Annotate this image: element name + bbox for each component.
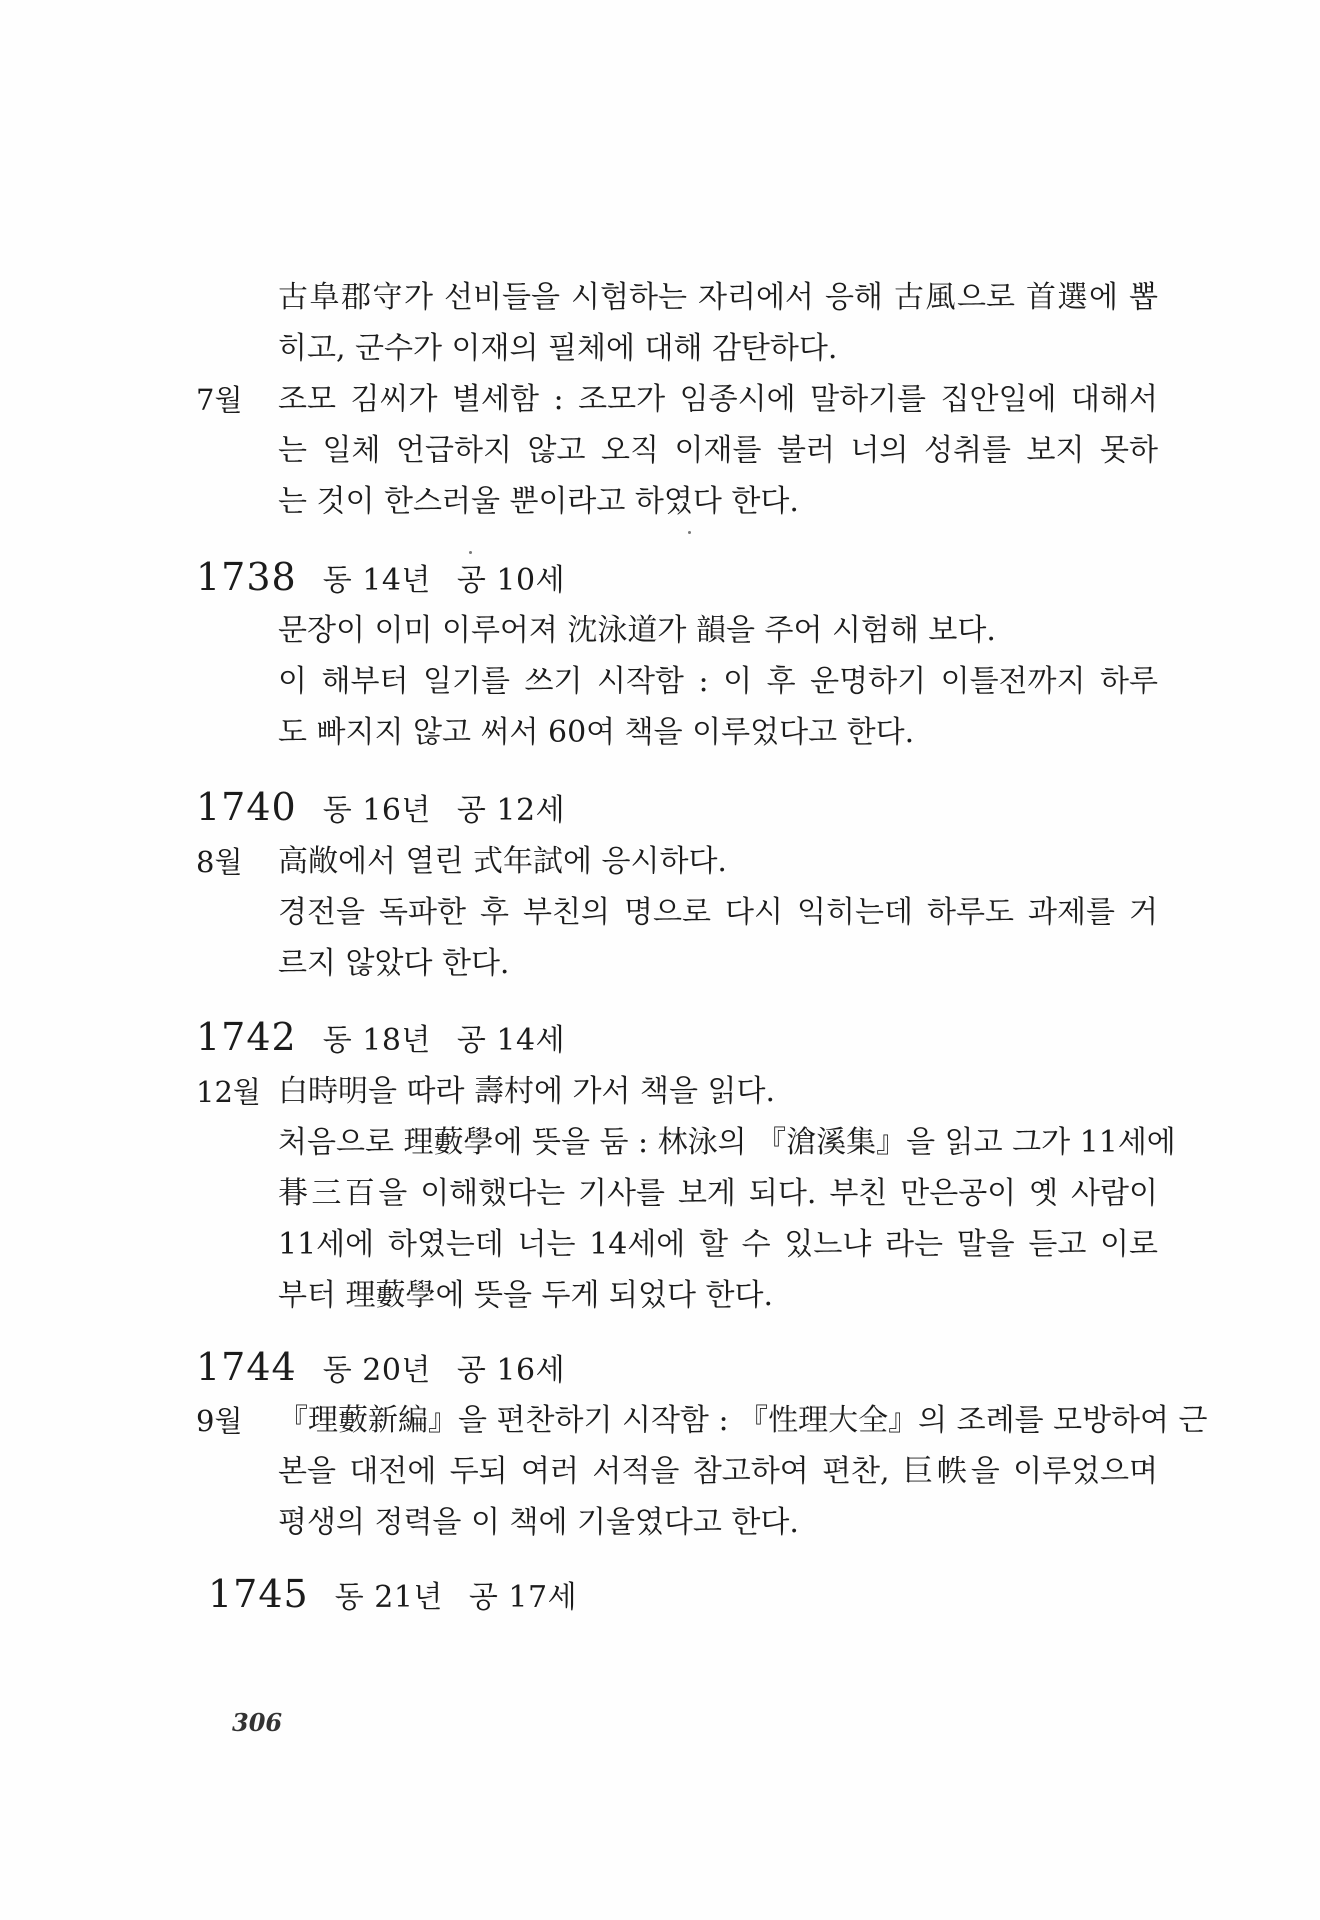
reign-year: 동 14년 (322, 563, 431, 598)
y1742-line-5: 부터 理藪學에 뜻을 두게 되었다 한다. (278, 1278, 773, 1313)
y1742-line-1: 白時明을 따라 壽村에 가서 책을 읽다. (278, 1074, 776, 1109)
age: 공 17세 (468, 1580, 578, 1615)
y1740-line-1: 高敞에서 열린 式年試에 응시하다. (278, 844, 727, 879)
y1740-line-3: 르지 않았다 한다. (278, 946, 510, 981)
m7-line-2: 는 일체 언급하지 않고 오직 이재를 불러 너의 성취를 보지 못하 (278, 433, 1158, 468)
intro-line-1: 古阜郡守가 선비들을 시험하는 자리에서 응해 古風으로 首選에 뽑 (278, 280, 1158, 315)
m7-line-3: 는 것이 한스러울 뿐이라고 하였다 한다. (278, 484, 799, 519)
y1738-line-1: 문장이 이미 이루어져 沈泳道가 韻을 주어 시험해 보다. (278, 613, 996, 648)
y1744-line-3: 평생의 정력을 이 책에 기울였다고 한다. (278, 1505, 799, 1540)
age: 공 10세 (456, 563, 566, 598)
reign-year: 동 16년 (322, 793, 431, 828)
y1742-line-4: 11세에 하였는데 너는 14세에 할 수 있느냐 라는 말을 듣고 이로 (278, 1227, 1158, 1262)
month-label-12: 12월 (196, 1075, 261, 1109)
reign-year: 동 18년 (322, 1023, 431, 1058)
intro-line-2: 히고, 군수가 이재의 필체에 대해 감탄하다. (278, 331, 838, 366)
age: 공 14세 (456, 1023, 566, 1058)
y1742-line-3: 朞三百을 이해했다는 기사를 보게 되다. 부친 만은공이 옛 사람이 (278, 1176, 1158, 1211)
month-label-8: 8월 (196, 845, 243, 879)
y1738-line-3: 도 빠지지 않고 써서 60여 책을 이루었다고 한다. (278, 715, 915, 750)
y1742-line-2: 처음으로 理藪學에 뜻을 둠 : 林泳의 『滄溪集』을 읽고 그가 11세에 (278, 1125, 1176, 1160)
y1738-line-2: 이 해부터 일기를 쓰기 시작함 : 이 후 운명하기 이틀전까지 하루 (278, 664, 1158, 699)
reign-year: 동 21년 (334, 1580, 443, 1615)
y1744-line-2: 본을 대전에 두되 여러 서적을 참고하여 편찬, 巨帙을 이루었으며 (278, 1454, 1158, 1489)
page-number: 306 (232, 1708, 283, 1737)
y1740-line-2: 경전을 독파한 후 부친의 명으로 다시 익히는데 하루도 과제를 거 (278, 895, 1158, 930)
year: 1744 (196, 1345, 297, 1389)
m7-line-1: 조모 김씨가 별세함 : 조모가 임종시에 말하기를 집안일에 대해서 (278, 382, 1158, 417)
reign-year: 동 20년 (322, 1353, 431, 1388)
year-heading-1742 (196, 1017, 565, 1061)
year-heading-1744 (196, 1347, 565, 1391)
year: 1740 (196, 785, 297, 829)
month-label-7: 7월 (196, 383, 243, 417)
age: 공 12세 (456, 793, 566, 828)
month-label-9: 9월 (196, 1404, 243, 1438)
year: 1738 (196, 555, 297, 599)
y1744-line-1: 『理藪新編』을 편찬하기 시작함 : 『性理大全』의 조례를 모방하여 근 (278, 1403, 1208, 1438)
year: 1742 (196, 1015, 297, 1059)
year-heading-1738 (196, 557, 565, 601)
year-heading-1745 (208, 1574, 577, 1618)
print-speck (469, 551, 472, 554)
year-heading-1740 (196, 787, 565, 831)
year: 1745 (208, 1572, 309, 1616)
age: 공 16세 (456, 1353, 566, 1388)
print-speck (688, 531, 691, 534)
